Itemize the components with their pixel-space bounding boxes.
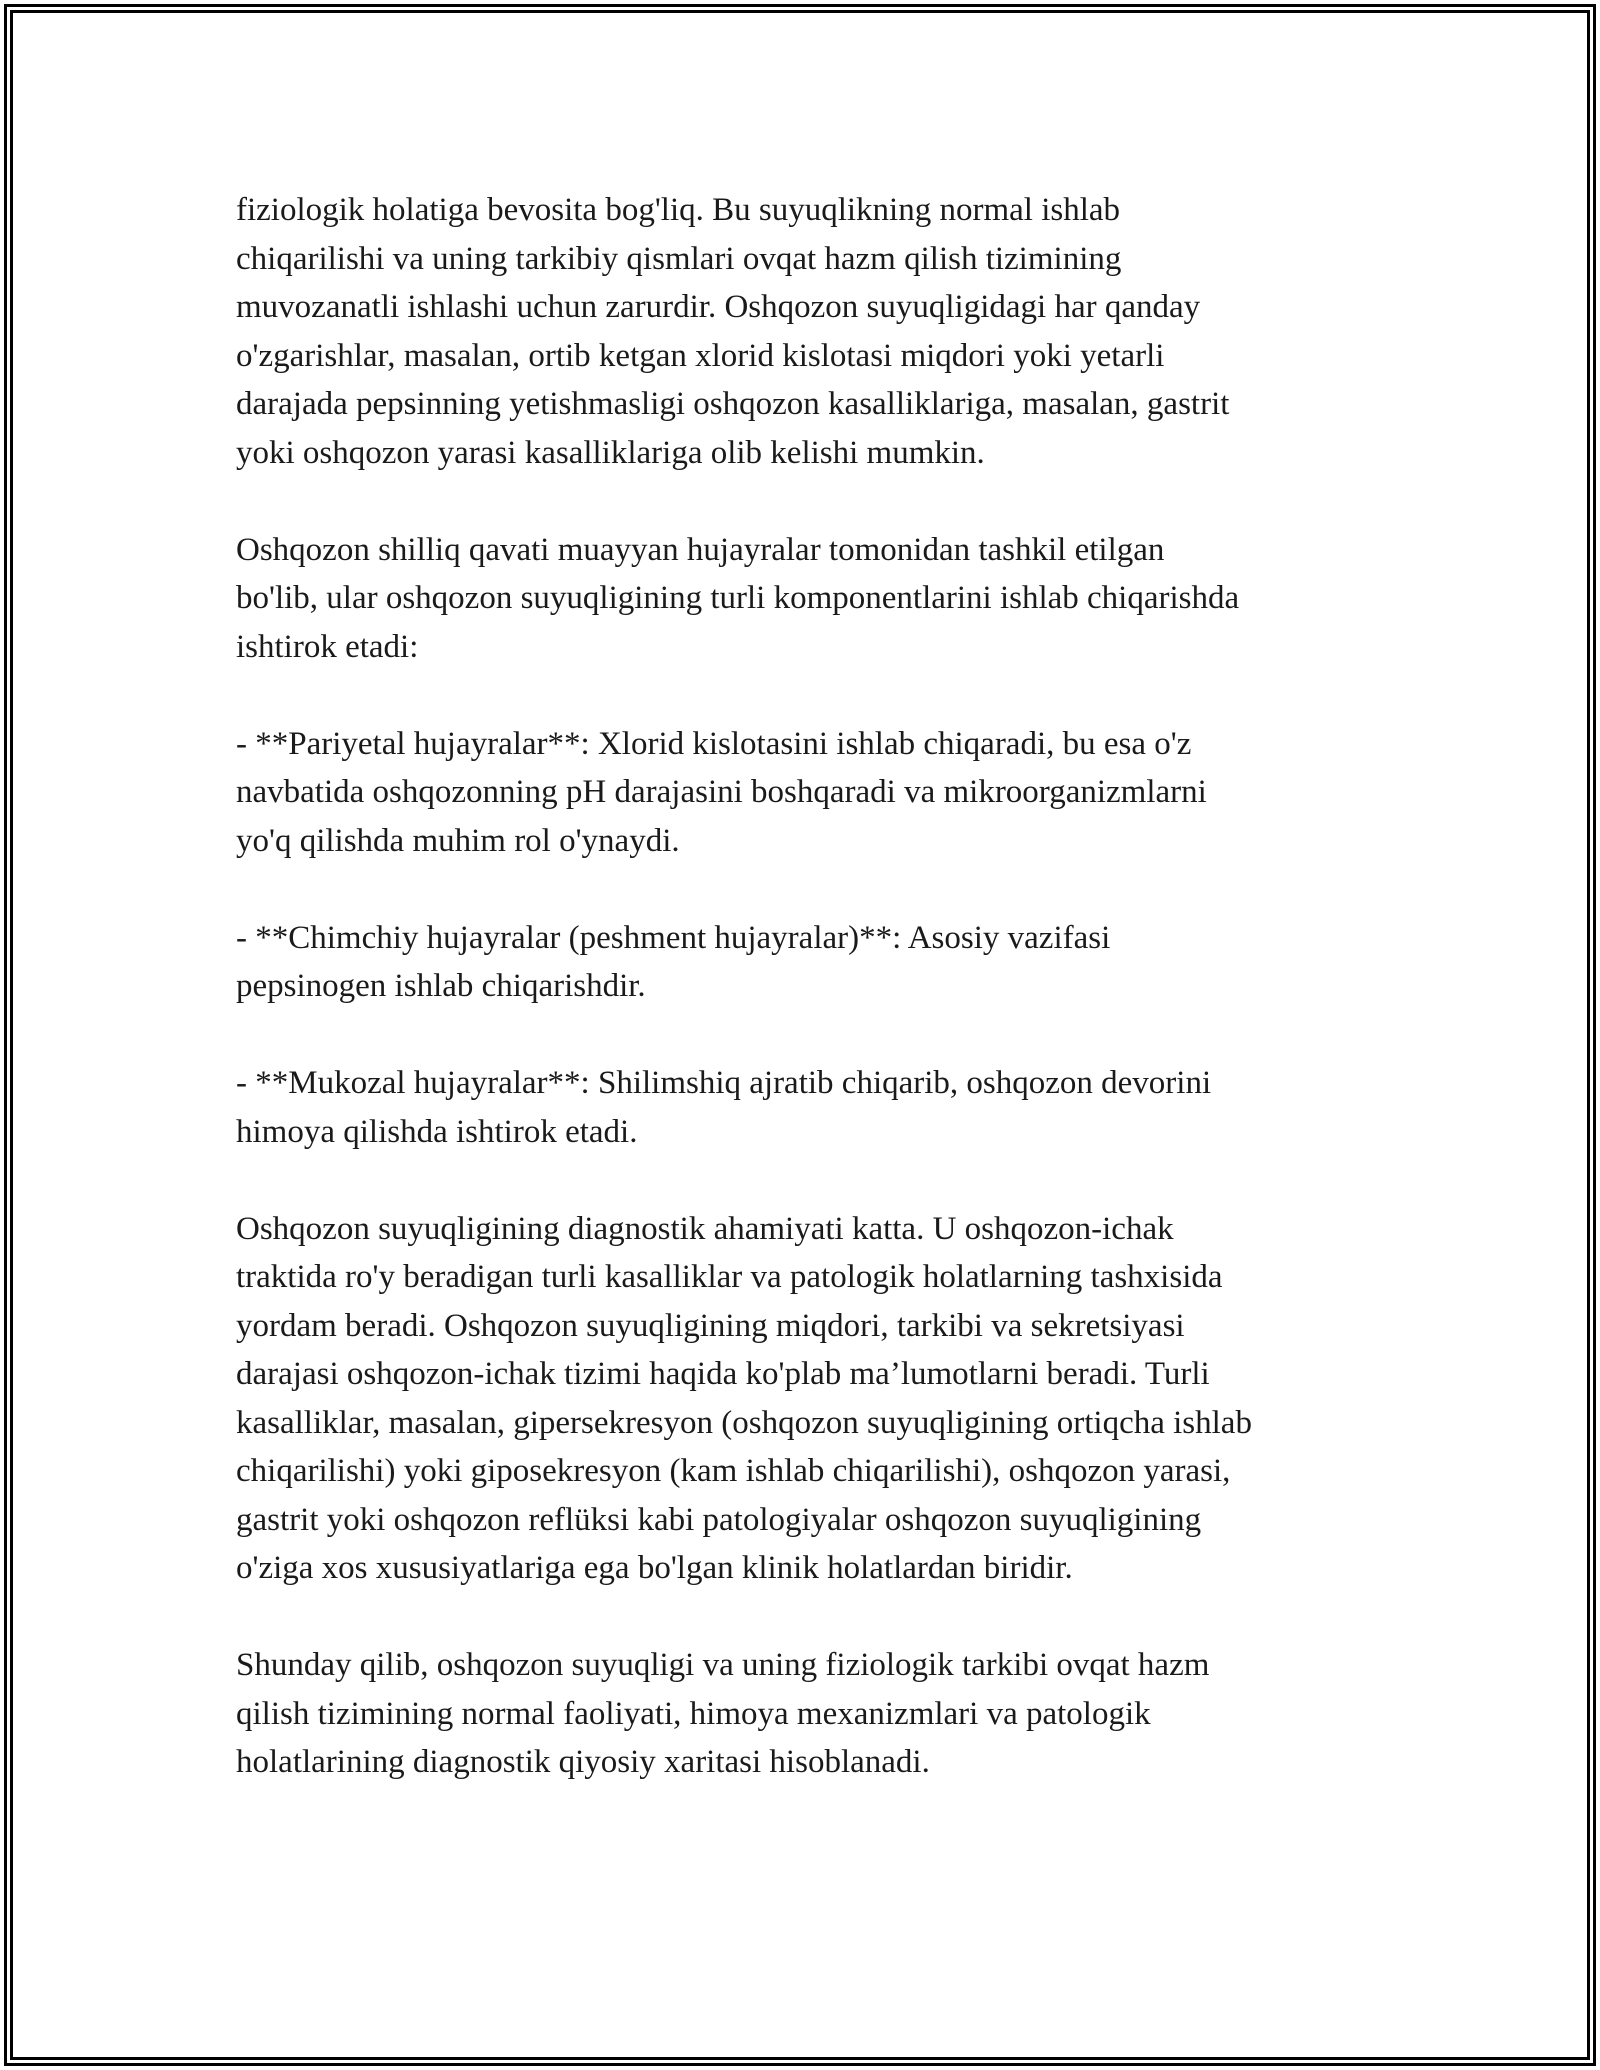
document-body (236, 186, 1376, 1835)
text-line: traktida ro'y beradigan turli kasalliklar va patologik holatlarning tashxisida (236, 1259, 1223, 1295)
list-item-mukozal (236, 1059, 1376, 1156)
text-line: kasalliklar, masalan, gipersekresyon (oshqozon suyuqligining ortiqcha ishlab (236, 1404, 1252, 1441)
text-line: darajasi oshqozon-ichak tizimi haqida ko'plab ma’lumotlarni beradi. Turli (236, 1356, 1210, 1392)
list-item-chimchiy (236, 914, 1376, 1011)
text-line: holatlarining diagnostik qiyosiy xaritasi hisoblanadi. (236, 1744, 930, 1780)
paragraph-1 (236, 186, 1376, 477)
text-line: fiziologik holatiga bevosita bog'liq. Bu suyuqlikning normal ishlab (236, 192, 1121, 228)
text-line: navbatida oshqozonning pH darajasini boshqaradi va mikroorganizmlarni (236, 774, 1207, 810)
text-line: muvozanatli ishlashi uchun zarurdir. Oshqozon suyuqligidagi har qanday (236, 289, 1201, 325)
text-line: - **Pariyetal hujayralar**: Xlorid kislotasini ishlab chiqaradi, bu esa o'z (236, 725, 1192, 762)
text-line: o'ziga xos xususiyatlariga ega bo'lgan klinik holatlardan biridir. (236, 1550, 1073, 1586)
text-line: yoki oshqozon yarasi kasalliklariga olib kelishi mumkin. (236, 434, 985, 471)
text-line: Oshqozon suyuqligining diagnostik ahamiyati katta. U oshqozon-ichak (236, 1210, 1174, 1247)
list-item-pariyetal (236, 720, 1376, 866)
text-line: qilish tizimining normal faoliyati, himoya mexanizmlari va patologik (236, 1695, 1151, 1732)
text-line: yordam beradi. Oshqozon suyuqligining miqdori, tarkibi va sekretsiyasi (236, 1307, 1185, 1344)
text-line: yo'q qilishda muhim rol o'ynaydi. (236, 822, 680, 859)
paragraph-conclusion (236, 1641, 1376, 1787)
text-line: o'zgarishlar, masalan, ortib ketgan xlorid kislotasi miqdori yoki yetarli (236, 337, 1165, 374)
paragraph-diagnostik (236, 1205, 1376, 1593)
text-line: chiqarilishi) yoki giposekresyon (kam ishlab chiqarilishi), oshqozon yarasi, (236, 1453, 1231, 1489)
text-line: himoya qilishda ishtirok etadi. (236, 1113, 638, 1150)
text-line: pepsinogen ishlab chiqarishdir. (236, 968, 646, 1004)
text-line: - **Chimchiy hujayralar (peshment hujayralar)**: Asosiy vazifasi (236, 919, 1111, 956)
text-line: chiqarilishi va uning tarkibiy qismlari ovqat hazm qilish tizimining (236, 240, 1122, 277)
text-line: Oshqozon shilliq qavati muayyan hujayralar tomonidan tashkil etilgan (236, 531, 1165, 568)
text-line: - **Mukozal hujayralar**: Shilimshiq ajratib chiqarib, oshqozon devorini (236, 1065, 1212, 1101)
text-line: gastrit yoki oshqozon reflüksi kabi patologiyalar oshqozon suyuqligining (236, 1501, 1202, 1538)
text-line: ishtirok etadi: (236, 628, 419, 665)
text-line: Shunday qilib, oshqozon suyuqligi va uning fiziologik tarkibi ovqat hazm (236, 1647, 1210, 1683)
text-line: darajada pepsinning yetishmasligi oshqozon kasalliklariga, masalan, gastrit (236, 386, 1230, 422)
paragraph-2 (236, 526, 1376, 672)
text-line: bo'lib, ular oshqozon suyuqligining turli komponentlarini ishlab chiqarishda (236, 580, 1240, 616)
